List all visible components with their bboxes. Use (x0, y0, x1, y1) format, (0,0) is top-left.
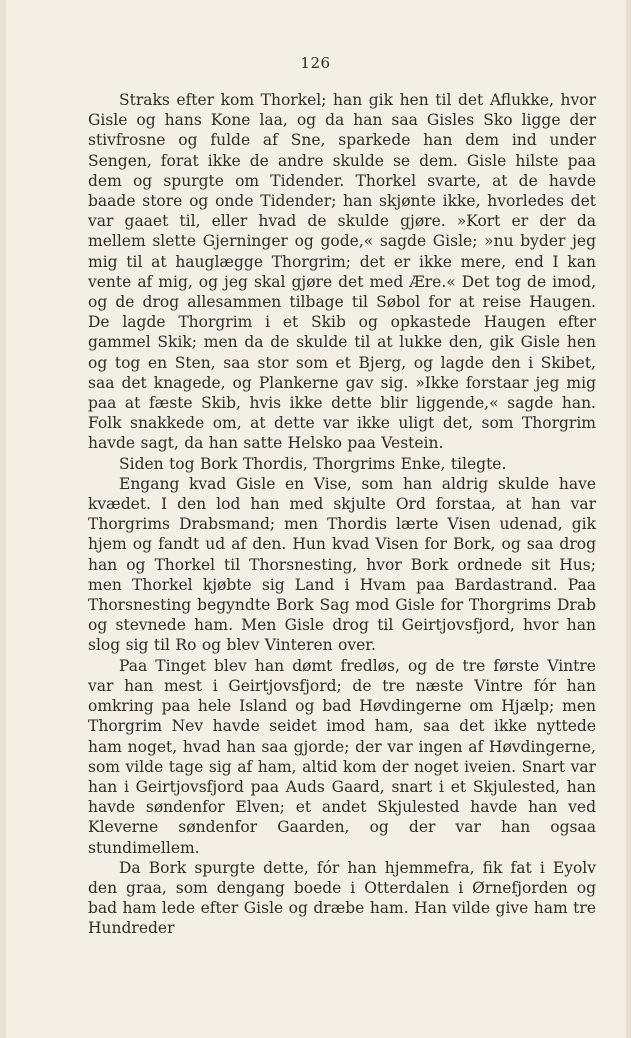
body-text (88, 90, 596, 939)
paragraph: Paa Tinget blev han dømt fredløs, og de tre første Vintre var han mest i Geirtjovsfjord; de tre næste Vintre fór han omkring paa hele Island og bad Høvdingerne om Hjælp; men Thorgrim Nev havde seidet imod ham, saa det ikke nyttede ham noget, hvad han saa gjorde; der var ingen af Høvdingerne, som vilde tage sig af ham, altid kom der noget iveien. Snart var han i Geirtjovsfjord paa Auds Gaard, snart i et Skjulested, han havde søndenfor Elven; et andet Skjulested havde han ved Kleverne søndenfor Gaarden, og der var han ogsaa stundimellem. (88, 656, 596, 857)
paragraph: Engang kvad Gisle en Vise, som han aldrig skulde have kvædet. I den lod han med skjulte Ord forstaa, at han var Thorgrims Drabsmand; men Thordis lærte Visen udenad, gik hjem og fandt ud af den. Hun kvad Visen for Bork, og saa drog han og Thorkel til Thorsnesting, hvor Bork ordnede sit Hus; men Thorkel kjøbte sig Land i Hvam paa Bardastrand. Paa Thorsnesting begyndte Bork Sag mod Gisle for Thorgrims Drab og stevnede ham. Men Gisle drog til Geirtjovsfjord, hvor han slog sig til Ro og blev Vinteren over. (88, 474, 596, 655)
paragraph: Straks efter kom Thorkel; han gik hen til det Aflukke, hvor Gisle og hans Kone laa, og da han saa Gisles Sko ligge der stivfrosne og fulde af Sne, sparkede han dem ind under Sengen, forat ikke de andre skulde se dem. Gisle hilste paa dem og spurgte om Tidender. Thorkel svarte, at de havde baade store og onde Tidender; han skjønte ikke, hvorledes det var gaaet til, eller hvad de skulde gjøre. »Kort er der da mellem slette Gjerninger og gode,« sagde Gisle; »nu byder jeg mig til at hauglægge Thorgrim; det er ikke mere, end I kan vente af mig, og jeg skal gjøre det med Ære.« Det tog de imod, og de drog allesammen tilbage til Søbol for at reise Haugen. De lagde Thorgrim i et Skib og opkastede Haugen efter gammel Skik; men da de skulde til at lukke den, gik Gisle hen og tog en Sten, saa stor som et Bjerg, og lagde den i Skibet, saa det knagede, og Plankerne gav sig. »Ikke forstaar jeg mig paa at fæste Skib, hvis ikke dette blir liggende,« sagde han. Folk snakkede om, at dette var ikke uligt det, som Thorgrim havde sagt, da han satte Helsko paa Vestein. (88, 91, 596, 453)
page-number: 126 (300, 54, 331, 72)
paragraph: Siden tog Bork Thordis, Thorgrims Enke, tilegte. (119, 454, 507, 473)
paragraph: Da Bork spurgte dette, fór han hjemmefra, fik fat i Eyolv den graa, som dengang boede i Otterdalen i Ørnefjorden og bad ham lede efter Gisle og dræbe ham. Han vilde give ham tre Hundreder (88, 858, 596, 938)
